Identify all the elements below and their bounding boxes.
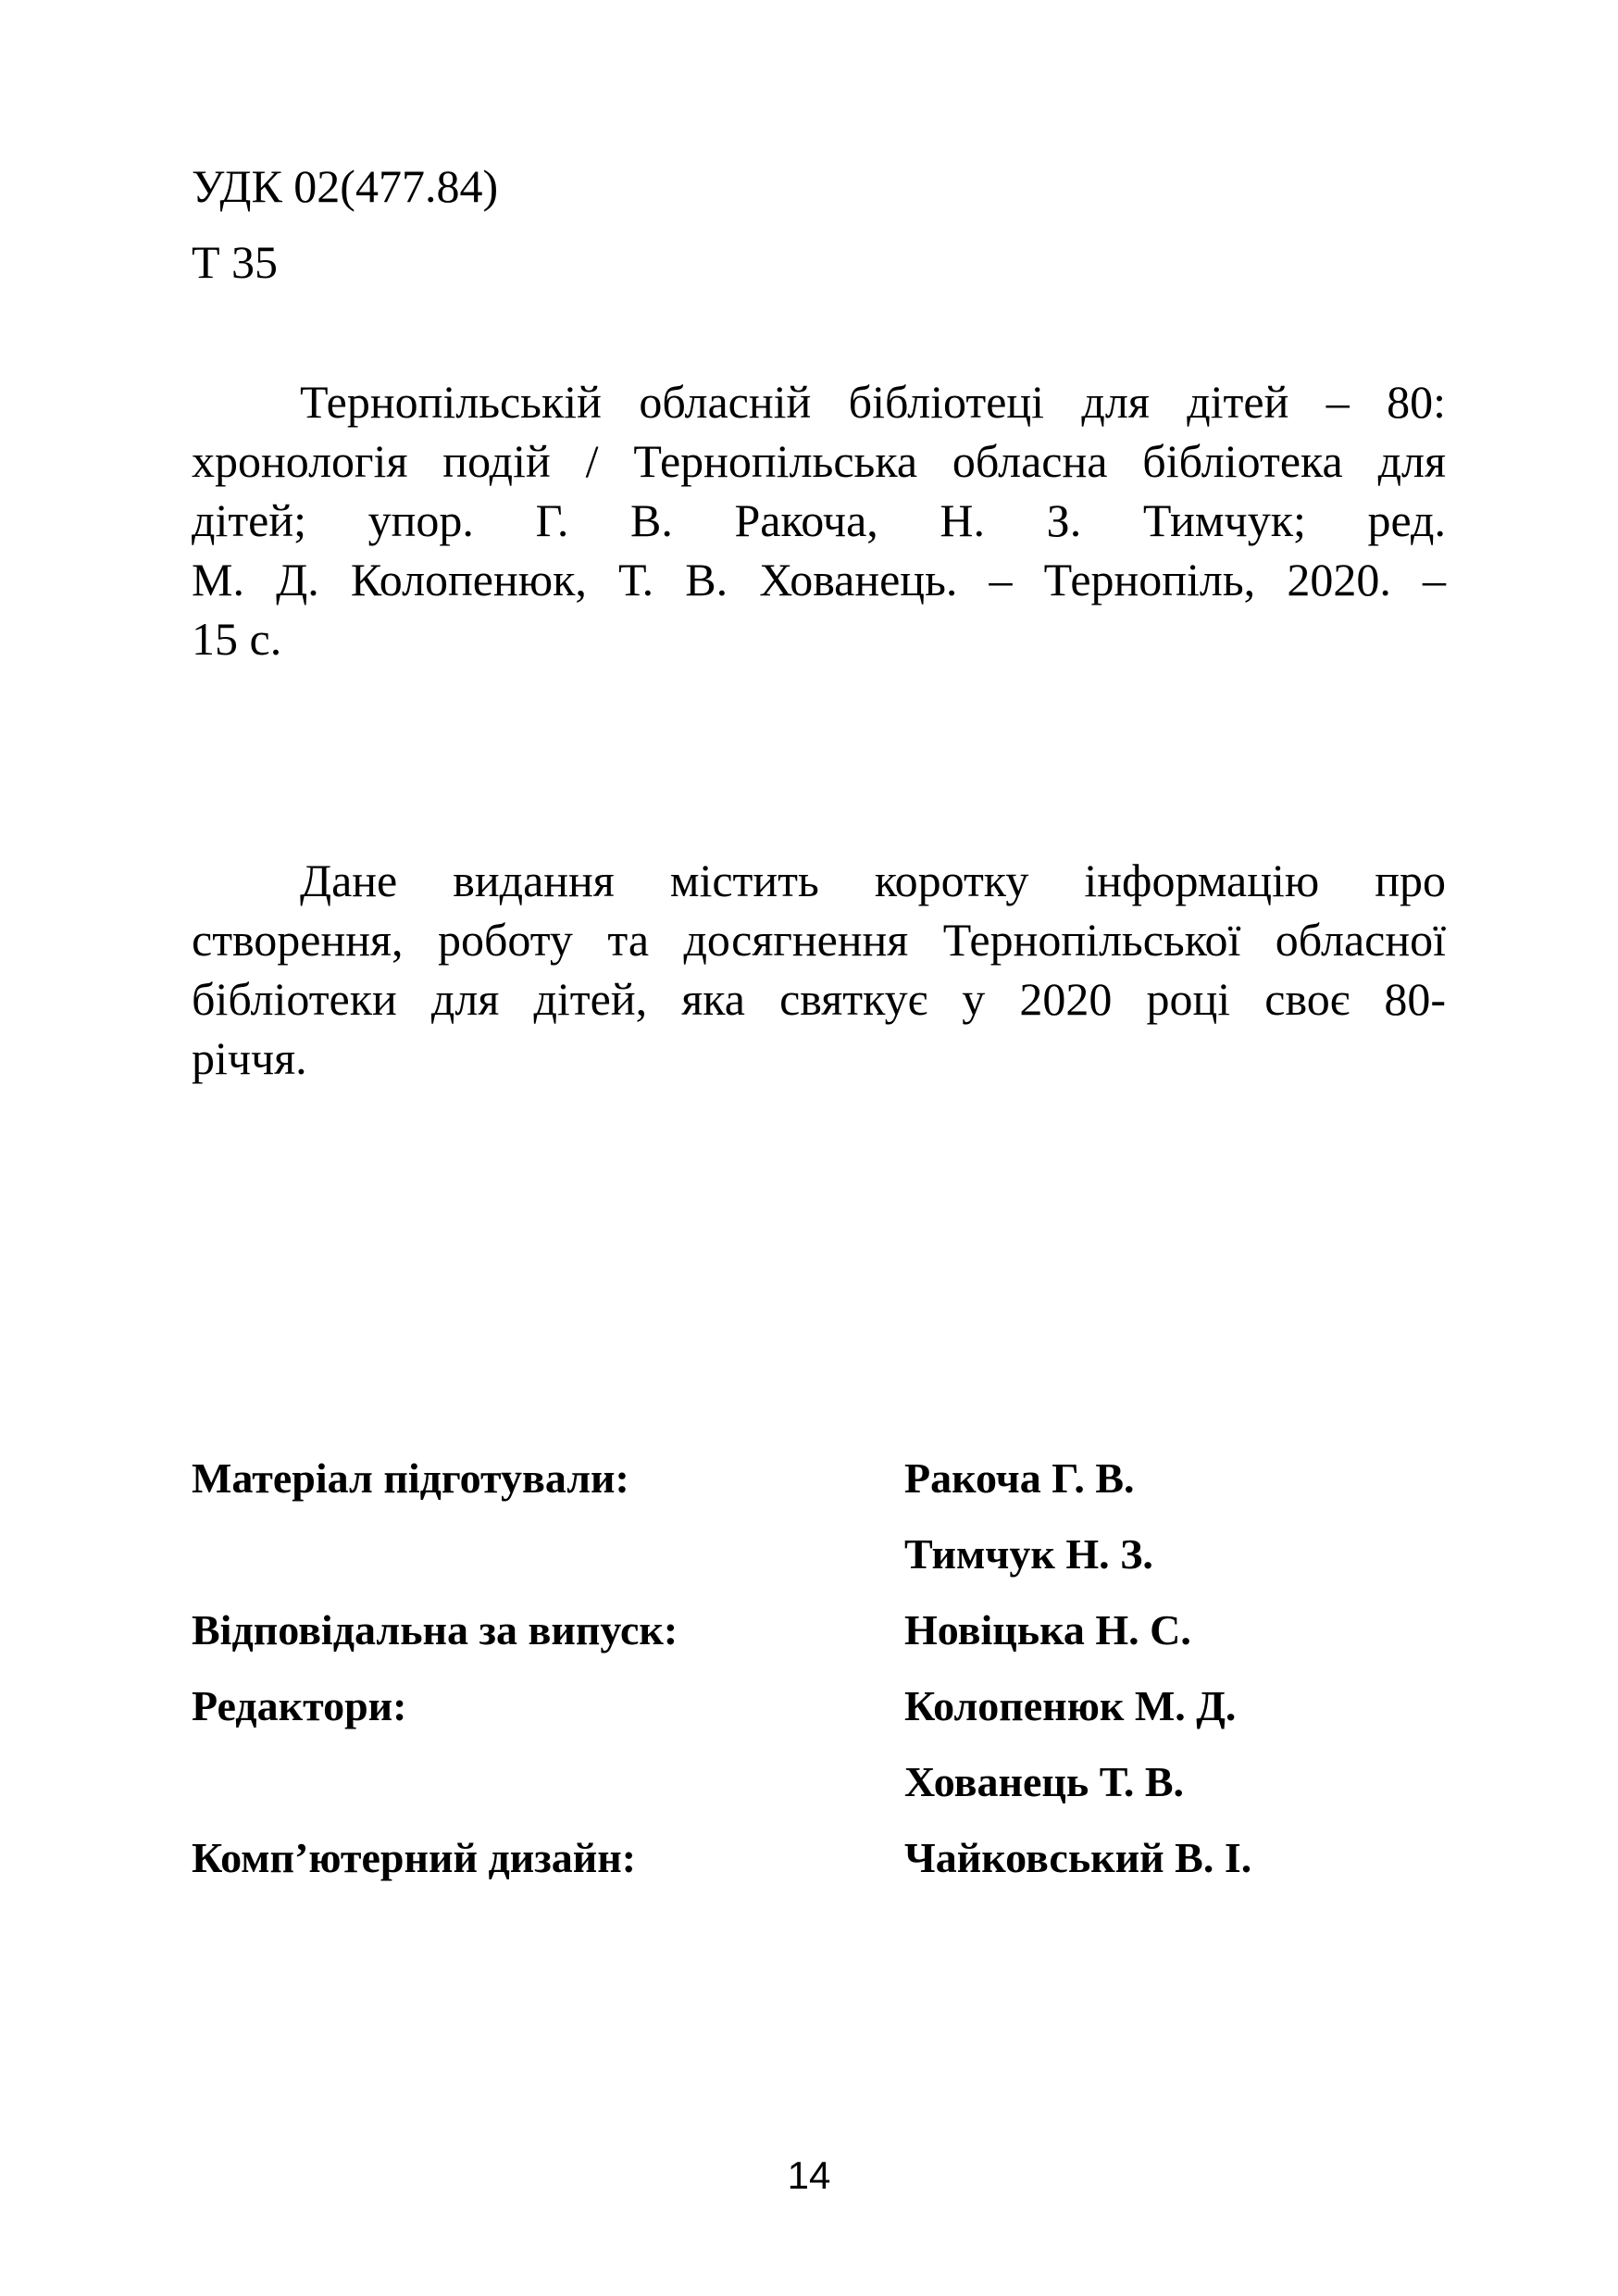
credit-name: Хованець Т. В. bbox=[904, 1758, 1185, 1805]
credit-row bbox=[192, 1757, 1446, 1833]
credit-row bbox=[192, 1529, 1446, 1605]
credit-role: Комп’ютерний дизайн: bbox=[192, 1834, 637, 1881]
page-number: 14 bbox=[787, 2153, 831, 2197]
classification-codes bbox=[192, 148, 498, 300]
biblio-line: М. Д. Колопенюк, Т. В. Хованець. – Тернопіль, 2020. – bbox=[192, 554, 1446, 605]
credit-name: Новіцька Н. С. bbox=[904, 1606, 1191, 1653]
credit-row bbox=[192, 1605, 1446, 1681]
annotation-line: річчя. bbox=[192, 1032, 307, 1084]
author-mark: Т 35 bbox=[192, 236, 279, 288]
credit-row bbox=[192, 1454, 1446, 1529]
biblio-line: 15 с. bbox=[192, 613, 282, 665]
credit-name: Колопенюк М. Д. bbox=[904, 1682, 1237, 1729]
udk-code: УДК 02(477.84) bbox=[192, 160, 499, 212]
annotation-line: Дане видання містить коротку інформацію про bbox=[300, 855, 1446, 906]
credits-list bbox=[192, 1454, 1446, 1909]
annotation bbox=[192, 851, 1446, 1088]
bibliographic-record bbox=[192, 372, 1446, 668]
biblio-line: Тернопільській обласній бібліотеці для дітей – 80: bbox=[300, 376, 1446, 428]
credit-role: Матеріал підготували: bbox=[192, 1454, 629, 1502]
credit-row bbox=[192, 1833, 1446, 1909]
biblio-line: дітей; упор. Г. В. Ракоча, Н. З. Тимчук; ред. bbox=[192, 494, 1446, 546]
credit-row bbox=[192, 1681, 1446, 1757]
annotation-line: бібліотеки для дітей, яка святкує у 2020 році своє 80- bbox=[192, 973, 1446, 1025]
biblio-line: хронологія подій / Тернопільська обласна бібліотека для bbox=[192, 435, 1446, 487]
credit-name: Тимчук Н. З. bbox=[904, 1530, 1153, 1578]
annotation-line: створення, роботу та досягнення Тернопільської обласної bbox=[192, 914, 1446, 966]
credit-role: Редактори: bbox=[192, 1682, 407, 1729]
credit-name: Чайковський В. І. bbox=[904, 1834, 1252, 1881]
credit-role: Відповідальна за випуск: bbox=[192, 1606, 678, 1653]
credit-name: Ракоча Г. В. bbox=[904, 1454, 1135, 1502]
